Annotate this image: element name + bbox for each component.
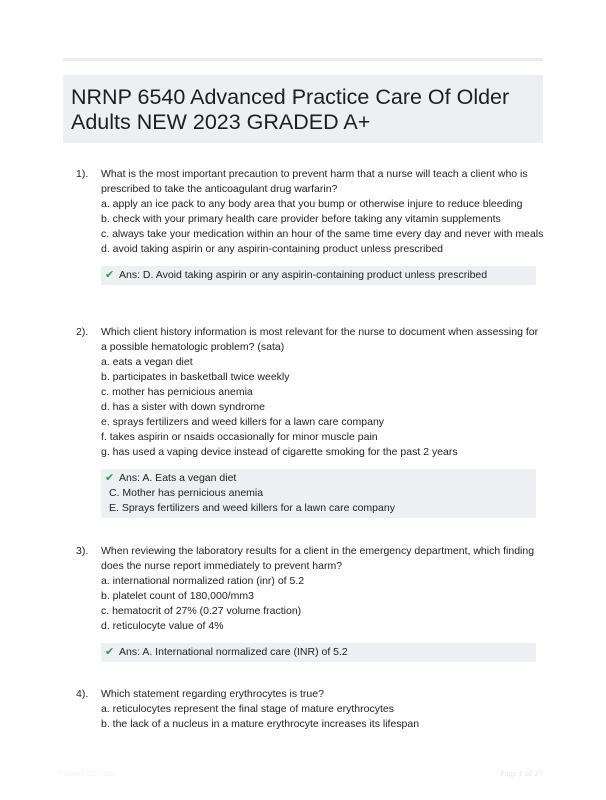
option-a: a. apply an ice pack to any body area that you bump or otherwise injure to reduce bleeding [101, 198, 523, 210]
page-number: Page 1 of 27 [500, 768, 543, 778]
option-d: d. has a sister with down syndrome [101, 401, 265, 413]
answer-text: Ans: D. Avoid taking aspirin or any aspirin-containing product unless prescribed [119, 269, 488, 281]
answer-box [101, 643, 536, 662]
title-banner [63, 75, 543, 143]
option-e: e. sprays fertilizers and weed killers for a lawn care company [101, 416, 385, 428]
question-body [101, 167, 546, 257]
answer-line [105, 471, 536, 486]
question-text: Which statement regarding erythrocytes is true? [101, 688, 324, 700]
answer-line [105, 645, 536, 660]
option-f: f. takes aspirin or nsaids occasionally for minor muscle pain [101, 431, 378, 443]
question-2 [76, 325, 546, 518]
option-a: a. reticulocytes represent the final stage of mature erythrocytes [101, 703, 394, 715]
question-number: 4). [76, 688, 89, 700]
answer-line: E. Sprays fertilizers and weed killers for a lawn care company [109, 502, 395, 514]
option-c: c. always take your medication within an hour of the same time every day and never with meals [101, 228, 544, 240]
question-body [101, 687, 546, 732]
answer-text: Ans: A. Eats a vegan diet [119, 472, 237, 484]
check-icon: ✔ [105, 269, 115, 281]
option-a: a. international normalized ration (inr) of 5.2 [101, 575, 305, 587]
top-divider [63, 58, 543, 61]
question-number: 1). [76, 168, 89, 180]
option-b: b. participates in basketball twice weekly [101, 371, 290, 383]
option-c: c. hematocrit of 27% (0.27 volume fraction) [101, 605, 302, 617]
question-number: 3). [76, 545, 89, 557]
check-icon: ✔ [105, 646, 115, 658]
option-d: d. avoid taking aspirin or any aspirin-containing product unless prescribed [101, 243, 444, 255]
question-body [101, 325, 546, 460]
answer-line [105, 268, 536, 283]
question-text: Which client history information is most relevant for the nurse to document when assessing for a possible hematologic problem? (sata) [101, 326, 539, 353]
option-c: c. mother has pernicious anemia [101, 386, 253, 398]
question-3 [76, 544, 546, 662]
answer-box [101, 469, 536, 518]
answer-text: Ans: A. International normalized care (INR) of 5.2 [119, 646, 348, 658]
answer-box [101, 266, 536, 285]
option-b: b. check with your primary health care provider before taking any vitamin supplements [101, 213, 501, 225]
option-a: a. eats a vegan diet [101, 356, 193, 368]
option-b: b. platelet count of 180,000/mm3 [101, 590, 254, 602]
option-b: b. the lack of a nucleus in a mature erythrocyte increases its lifespan [101, 718, 420, 730]
question-body [101, 544, 546, 634]
document-title: NRNP 6540 Advanced Practice Care Of Older Adults NEW 2023 GRADED A+ [71, 85, 510, 134]
question-text: When reviewing the laboratory results for a client in the emergency department, which finding does the nurse report immediately to prevent harm? [101, 545, 535, 572]
option-g: g. has used a vaping device instead of cigarette smoking for the past 2 years [101, 446, 458, 458]
check-icon: ✔ [105, 472, 115, 484]
question-number: 2). [76, 326, 89, 338]
answer-line: C. Mother has pernicious anemia [109, 487, 264, 499]
question-1 [76, 167, 546, 285]
option-d: d. reticulocyte value of 4% [101, 620, 224, 632]
question-text: What is the most important precaution to prevent harm that a nurse will teach a client who is prescribed to take the anticoagulant drug warfarin? [101, 168, 528, 195]
footer-watermark: PaperBlitz.com [58, 768, 116, 778]
question-4 [76, 687, 546, 732]
